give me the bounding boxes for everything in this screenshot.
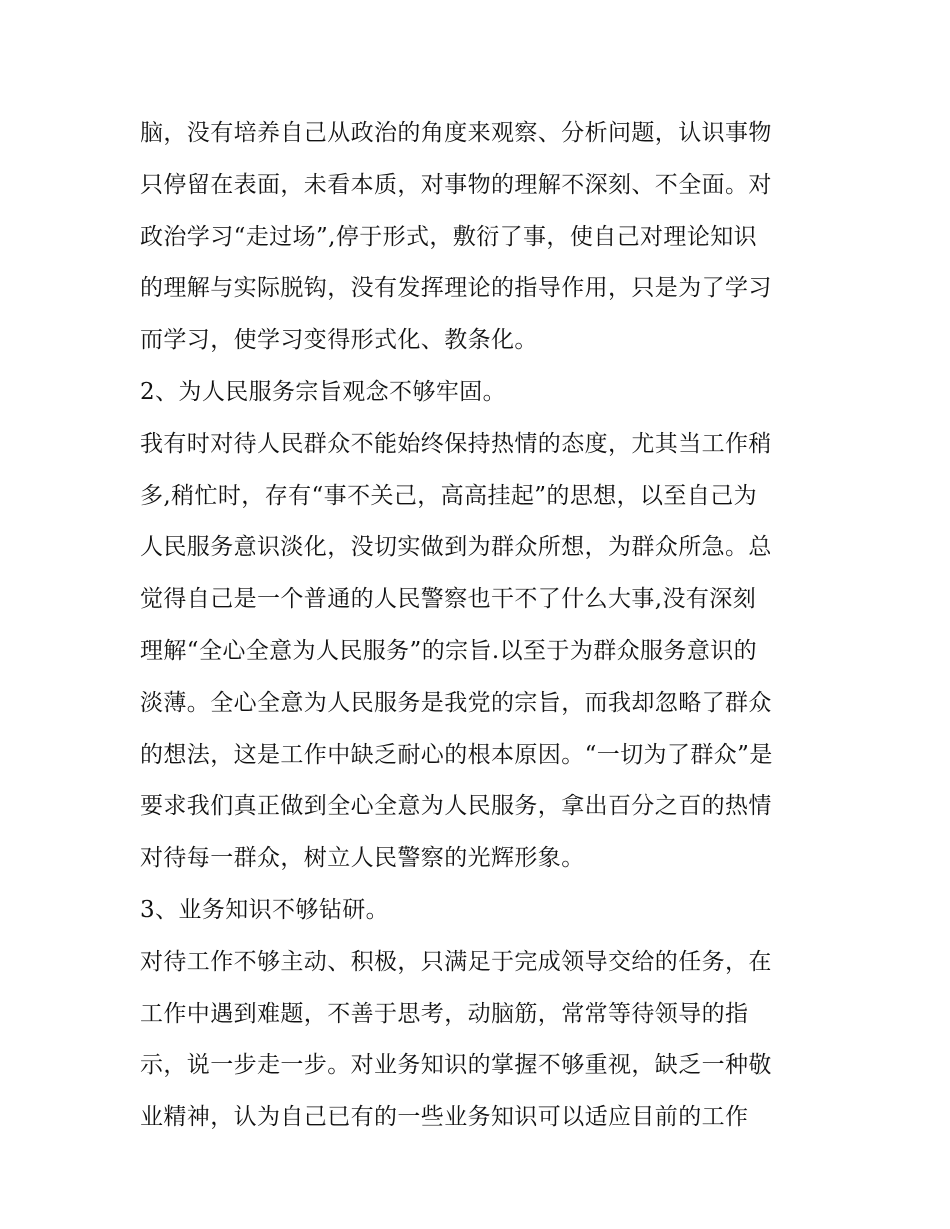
text-line: 示，说一步走一步。对业务知识的掌握不够重视，缺乏一种敬 — [140, 1052, 772, 1079]
section-heading: 2、为人民服务宗旨观念不够牢固。 — [140, 378, 507, 405]
text-line: 的想法，这是工作中缺乏耐心的根本原因。“一切为了群众”是 — [140, 741, 773, 768]
text-line: 对待每一群众，树立人民警察的光辉形象。 — [140, 845, 585, 872]
section-heading: 3、业务知识不够钻研。 — [140, 896, 390, 923]
text-line: 只停留在表面，未看本质，对事物的理解不深刻、不全面。对 — [140, 171, 772, 198]
text-line: 政治学习“走过场”,停于形式，敷衍了事，使自己对理论知识 — [140, 223, 758, 250]
text-line: 我有时对待人民群众不能始终保持热情的态度，尤其当工作稍 — [140, 430, 772, 457]
text-line: 淡薄。全心全意为人民服务是我党的宗旨，而我却忽略了群众 — [140, 689, 772, 716]
document-body — [140, 108, 820, 1144]
text-line: 觉得自己是一个普通的人民警察也干不了什么大事,没有深刻 — [140, 586, 757, 613]
text-line: 要求我们真正做到全心全意为人民服务，拿出百分之百的热情 — [140, 793, 772, 820]
text-line: 的理解与实际脱钩，没有发挥理论的指导作用，只是为了学习 — [140, 275, 772, 302]
text-line: 脑，没有培养自己从政治的角度来观察、分析问题，认识事物 — [140, 120, 772, 146]
text-line: 人民服务意识淡化，没切实做到为群众所想，为群众所急。总 — [140, 534, 772, 561]
text-line: 工作中遇到难题，不善于思考，动脑筋，常常等待领导的指 — [140, 1000, 749, 1027]
text-line: 多,稍忙时，存有“事不关己，高高挂起”的思想，以至自己为 — [140, 482, 758, 509]
text-line: 而学习，使学习变得形式化、教条化。 — [140, 327, 538, 354]
text-line: 业精神，认为自己已有的一些业务知识可以适应目前的工作 — [140, 1104, 749, 1131]
text-line: 对待工作不够主动、积极，只满足于完成领导交给的任务，在 — [140, 948, 772, 975]
text-line: 理解“全心全意为人民服务”的宗旨.以至于为群众服务意识的 — [140, 637, 758, 664]
